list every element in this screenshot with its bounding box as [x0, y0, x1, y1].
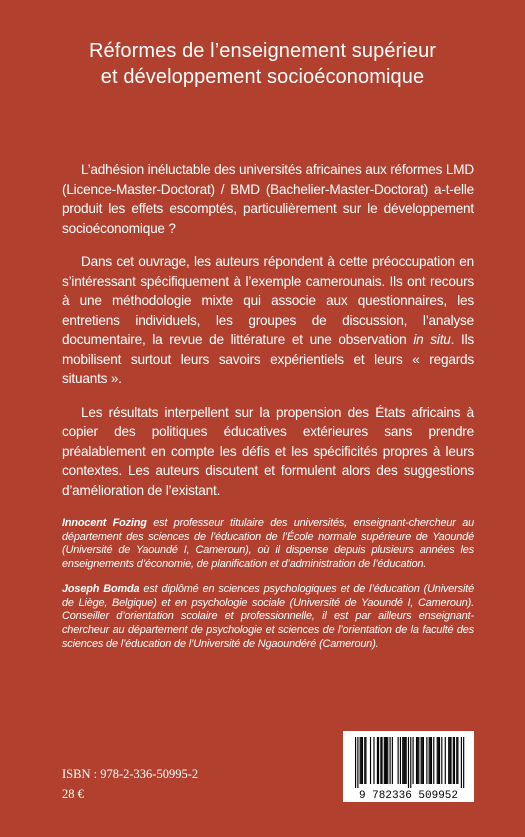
barcode-bar: [362, 737, 363, 784]
barcode-bar: [378, 737, 379, 784]
barcode-bar: [449, 737, 450, 784]
barcode-bar: [418, 737, 419, 784]
barcode-bar: [423, 737, 424, 784]
price-label: 28 €: [62, 787, 84, 801]
barcode-bar: [437, 737, 438, 784]
barcode-bar: [384, 737, 385, 784]
barcode-bar: [426, 737, 427, 784]
barcode-bar: [417, 737, 418, 784]
barcode-bar: [390, 737, 391, 784]
barcode-bar: [408, 737, 409, 788]
barcode-bar: [355, 737, 356, 788]
book-title-line-2: et développement socioéconomique: [100, 66, 425, 88]
barcode-bar: [406, 737, 407, 784]
barcode-bar: [360, 737, 361, 784]
barcode-bar: [441, 737, 442, 784]
barcode-bar: [370, 737, 371, 784]
summary-paragraph-2-text-end: . Ils mobilisent surtout leurs savoirs expérientiels et leurs « regards situants ».: [62, 332, 474, 386]
barcode-bar: [433, 737, 434, 784]
author-bio-text: est diplômé en sciences psychologiques et de l’éducation (Université de Liège, Belgique) et en psychologie sociale (Université de Yaoundé I, Cameroun). Conseiller d’orientation scolaire et professionnelle, il est par ailleurs enseignant-chercheur au département de psychologie et sciences de l’orientation de la faculté des sciences de l’éducation de l’Université de Ngaoundéré (Cameroun).: [62, 582, 475, 650]
barcode-bar: [416, 737, 417, 784]
book-title: [0, 38, 525, 90]
barcode-bar: [454, 737, 455, 784]
barcode-bar: [377, 737, 378, 784]
barcode-bar: [448, 737, 449, 784]
barcode-bar: [450, 737, 451, 784]
barcode-bar: [398, 737, 399, 784]
barcode-bar: [431, 737, 432, 784]
book-title-line-1: Réformes de l’enseignement supérieur: [88, 40, 437, 62]
barcode-bar: [373, 737, 374, 784]
barcode-bar: [402, 737, 403, 784]
barcode-bar: [457, 737, 458, 784]
barcode-bar: [438, 737, 439, 784]
barcode-bar: [381, 737, 382, 784]
barcode-bar: [429, 737, 430, 784]
summary-paragraph-3: Les résultats interpellent sur la propension des États africains à copier des politiques éducatives extérieures sans prendre préalablement en compte les défis et les spécificités propres à leurs contextes. Les auteurs discutent et formulent alors des suggestions d’amélioration de l’existant.: [62, 404, 474, 498]
barcode-bar: [445, 737, 446, 784]
barcode-bar: [413, 737, 414, 784]
barcode-bar: [380, 737, 381, 784]
barcode-bar: [439, 737, 440, 784]
barcode-bar: [430, 737, 431, 784]
barcode-image: [343, 731, 474, 802]
summary-paragraph-2: [62, 252, 474, 389]
barcode-bar: [461, 737, 462, 788]
barcode-bar: [392, 737, 393, 784]
barcode-bar: [364, 737, 365, 784]
barcode-bar: [400, 737, 401, 784]
isbn-number: ISBN : 978-2-336-50995-2: [62, 767, 199, 781]
author-name: Innocent Fozing: [62, 517, 147, 529]
barcode-bars: [355, 737, 464, 788]
barcode-bar: [404, 737, 405, 784]
barcode-bar: [357, 737, 358, 788]
barcode-bar: [385, 737, 386, 784]
back-cover-summary: [62, 160, 474, 500]
summary-paragraph-2-emphasis: in situ: [413, 332, 451, 347]
barcode-bar: [361, 737, 362, 784]
barcode-bar: [410, 737, 411, 788]
summary-paragraph-2-text: Dans cet ouvrage, les auteurs répondent à cette préoccupation en s’intéressant spécifiquement à l’exemple camerounais. Ils ont recours à une méthodologie mixte qui associe aux questionnaires, les entretiens individuels, les groupes de discussion, l’analyse documentaire, la revue de littérature et une observation: [62, 254, 474, 347]
barcode-bar: [403, 737, 404, 784]
barcode-bar: [387, 737, 388, 784]
barcode: [343, 731, 474, 802]
author-bio: [62, 517, 474, 572]
author-bio-text: est professeur titulaire des universités, enseignant-chercheur au département des sciences de l’éducation de l’École normale supérieure de Yaoundé (Université de Yaoundé I, Cameroun), où il dispense depuis plusieurs années les enseignements d’économie, de planification et d’administration de l’éducation.: [62, 517, 475, 571]
author-name: Joseph Bomda: [62, 582, 140, 595]
barcode-bar: [463, 737, 464, 788]
author-bio: [62, 583, 474, 652]
barcode-digits: 9 782336 509952: [358, 790, 459, 802]
barcode-bar: [456, 737, 457, 784]
barcode-bar: [422, 737, 423, 784]
barcode-bar: [421, 737, 422, 784]
summary-paragraph-1: L’adhésion inéluctable des universités africaines aux réformes LMD (Licence-Master-Doctorat) / BMD (Bachelier-Master-Doctorat) a-t-elle produit les effets escomptés, particulièrement sur le développement socioéconomique ?: [62, 162, 474, 236]
author-bios: [62, 517, 474, 662]
barcode-bar: [386, 737, 387, 784]
barcode-bar: [453, 737, 454, 784]
barcode-bar: [365, 737, 366, 784]
